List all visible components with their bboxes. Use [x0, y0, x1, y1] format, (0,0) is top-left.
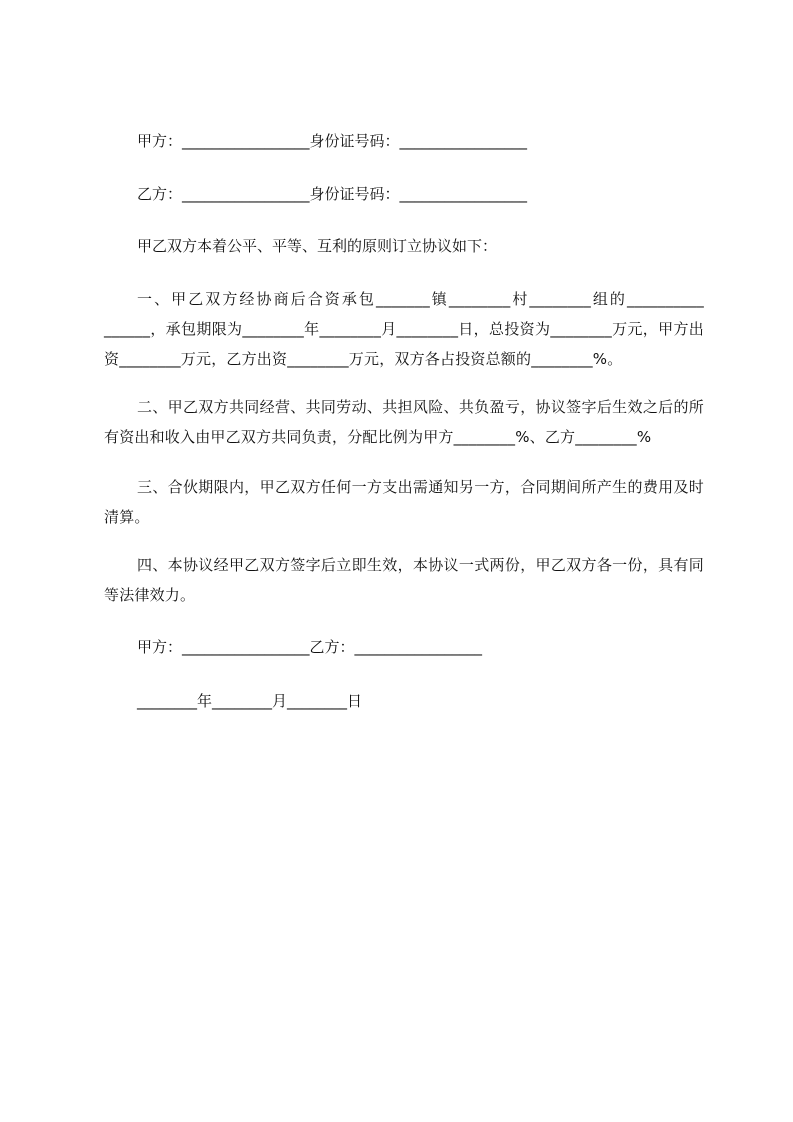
party-b-line: 乙方：_________________身份证号码：_________________ [137, 185, 528, 203]
clause-3: 三、合伙期限内，甲乙双方任何一方支出需通知另一方，合同期间所产生的费用及时清算。 [104, 478, 704, 526]
date-line: ________年________月________日 [137, 692, 363, 710]
signature-line: 甲方：_________________乙方：_________________ [137, 638, 483, 656]
clause-4: 四、本协议经甲乙双方签字后立即生效，本协议一式两份，甲乙双方各一份，具有同等法律效力。 [104, 556, 704, 604]
intro-line: 甲乙双方本着公平、平等、互利的原则订立协议如下： [137, 237, 498, 255]
party-a-line: 甲方：_________________身份证号码：_________________ [137, 132, 528, 150]
clause-1: 一、甲乙双方经协商后合资承包_______镇________村________组的__________ ______，承包期限为________年________月________日，总投资为________万元，甲方出资________万元，乙方出资________万元，双方各占投资总额的________%。 [104, 290, 704, 368]
clause-2: 二、甲乙双方共同经营、共同劳动、共担风险、共负盈亏，协议签字后生效之后的所有资出和收入由甲乙双方共同负责，分配比例为甲方________%、乙方________% [104, 398, 704, 446]
